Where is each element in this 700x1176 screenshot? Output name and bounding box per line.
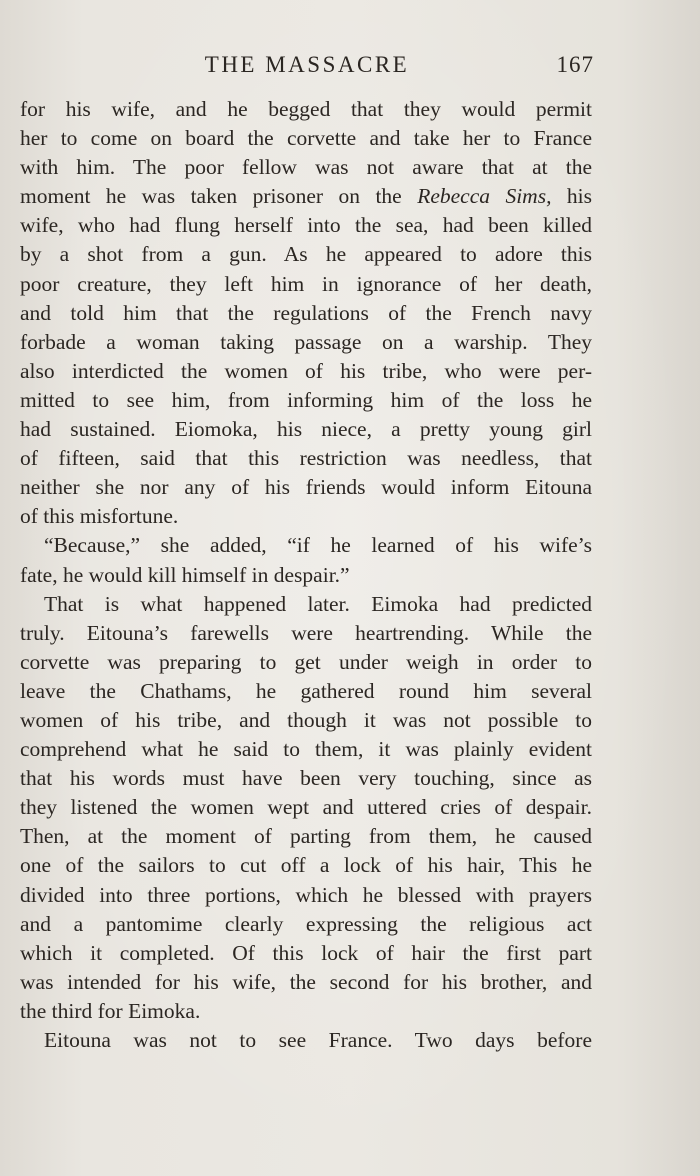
text-line: fate, he would kill himself in despair.” <box>20 562 350 587</box>
ship-name: Rebecca Sims, <box>417 184 552 209</box>
text-line: Then, at the moment of parting from them, he caused <box>20 824 592 849</box>
text-line: for his wife, and he begged that they would permit <box>20 97 592 121</box>
text-line: comprehend what he said to them, it was plainly evident <box>20 737 592 762</box>
text-line: and told him that the regulations of the French navy <box>20 300 592 325</box>
text-line: neither she nor any of his friends would inform Eitouna <box>20 475 592 500</box>
text-line: her to come on board the corvette and take her to France <box>20 126 592 151</box>
text-segment: his <box>551 184 593 209</box>
text-line: forbade a woman taking passage on a warship. They <box>20 329 592 354</box>
text-line: wife, who had flung herself into the sea, had been killed <box>20 213 592 238</box>
running-head <box>20 52 594 82</box>
text-line: mitted to see him, from informing him of the loss he <box>20 387 592 412</box>
text-line: was intended for his wife, the second for his brother, and <box>20 969 592 994</box>
text-line: they listened the women wept and uttered cries of despair. <box>20 795 592 820</box>
text-line: with him. The poor fellow was not aware that at the <box>20 155 592 180</box>
text-line <box>20 182 592 211</box>
text-line: by a shot from a gun. As he appeared to adore this <box>20 242 592 267</box>
text-line: That is what happened later. Eimoka had predicted <box>44 591 592 616</box>
text-line: and a pantomime clearly expressing the religious act <box>20 911 592 936</box>
text-line: truly. Eitouna’s farewells were heartrending. While the <box>20 620 592 645</box>
text-line: women of his tribe, and though it was not possible to <box>20 707 592 732</box>
running-title: THE MASSACRE <box>204 52 410 77</box>
text-line: “Because,” she added, “if he learned of his wife’s <box>44 533 592 558</box>
text-line: one of the sailors to cut off a lock of his hair, This he <box>20 853 592 878</box>
text-line: the third for Eimoka. <box>20 998 201 1023</box>
body-text <box>20 95 592 1055</box>
text-line: which it completed. Of this lock of hair the first part <box>20 940 592 965</box>
text-line: poor creature, they left him in ignorance of her death, <box>20 271 592 296</box>
text-line: had sustained. Eiomoka, his niece, a pretty young girl <box>20 417 592 442</box>
text-line: Eitouna was not to see France. Two days before <box>44 1028 592 1052</box>
text-line: corvette was preparing to get under weigh in order to <box>20 649 592 674</box>
text-line: of this misfortune. <box>20 504 179 529</box>
text-line: leave the Chathams, he gathered round him several <box>20 678 592 703</box>
text-line: that his words must have been very touching, since as <box>20 766 592 791</box>
text-line: also interdicted the women of his tribe, who were per- <box>20 358 592 383</box>
page-number: 167 <box>556 52 594 77</box>
text-line: of fifteen, said that this restriction was needless, that <box>20 446 592 471</box>
text-line: divided into three portions, which he blessed with prayers <box>20 882 592 907</box>
text-segment: moment he was taken prisoner on the <box>20 184 418 209</box>
